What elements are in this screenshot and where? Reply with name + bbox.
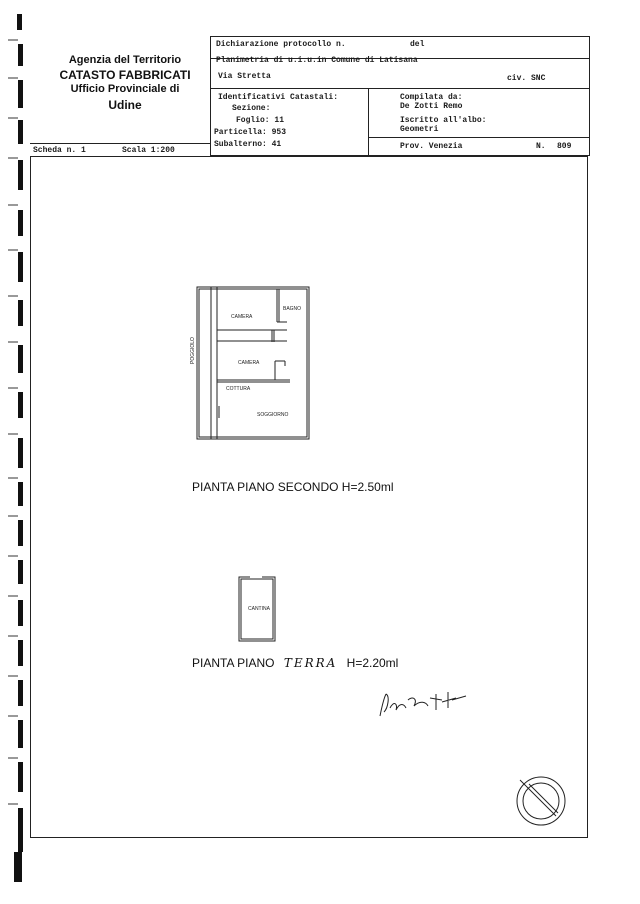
plan-title-ground — [192, 656, 398, 670]
sheet-label: Foglio: 11 — [236, 116, 285, 125]
street-label: Via Stretta — [218, 72, 271, 81]
compiled-by-label: Compilata da: — [400, 93, 463, 102]
card-label: Scheda n. 1 — [33, 146, 86, 155]
number-value: 809 — [557, 142, 572, 151]
agency-city: Udine — [108, 98, 142, 112]
room-camera-lower: CAMERA — [238, 360, 260, 366]
plan-title-ground-prefix: PIANTA PIANO — [192, 656, 275, 670]
room-camera-upper: CAMERA — [231, 314, 253, 320]
agency-office: Ufficio Provinciale di — [70, 83, 180, 95]
header-divider-v — [368, 88, 369, 155]
room-poggiolo: POGGIOLO — [190, 337, 196, 364]
section-label: Sezione: — [232, 104, 271, 113]
agency-name: Agenzia del Territorio — [68, 54, 182, 66]
north-arrow-icon — [512, 772, 570, 830]
number-label: N. — [536, 142, 546, 151]
card-strip-top — [30, 143, 210, 144]
parcel-label: Particella: 953 — [214, 128, 287, 137]
header-divider-2 — [210, 88, 589, 89]
registered-label: Iscritto all'albo: — [400, 116, 487, 125]
binding-marks — [0, 0, 30, 899]
scale-label: Scala 1:200 — [122, 146, 175, 155]
room-cottura: COTTURA — [226, 386, 251, 392]
civic-label: civ. SNC — [507, 74, 546, 83]
signature-scribble — [376, 690, 476, 720]
drawing-frame — [30, 156, 588, 838]
plan-title-ground-suffix: H=2.20ml — [346, 656, 399, 670]
signature — [376, 690, 476, 720]
subaltern-label: Subalterno: 41 — [214, 140, 282, 149]
declaration-label: Dichiarazione protocollo n. — [216, 40, 346, 49]
header-divider-3 — [368, 137, 589, 138]
binding-strip — [0, 0, 30, 899]
registered-value: Geometri — [400, 125, 439, 134]
agency-department: CATASTO FABBRICATI — [59, 68, 191, 82]
identifiers-title: Identificativi Catastali: — [218, 93, 339, 102]
room-cantina: CANTINA — [248, 606, 270, 612]
declaration-del: del — [410, 40, 425, 49]
room-soggiorno: SOGGIORNO — [257, 412, 289, 418]
room-bagno: BAGNO — [283, 306, 302, 312]
province-label: Prov. Venezia — [400, 142, 463, 151]
plan-title-second: PIANTA PIANO SECONDO H=2.50ml — [192, 480, 394, 494]
compiled-by-name: De Zotti Remo — [400, 102, 463, 111]
plan-title-ground-handwritten: TERRA — [283, 656, 338, 670]
planimetry-label: Planimetria di u.i.u.in Comune di Latisana — [216, 56, 418, 65]
